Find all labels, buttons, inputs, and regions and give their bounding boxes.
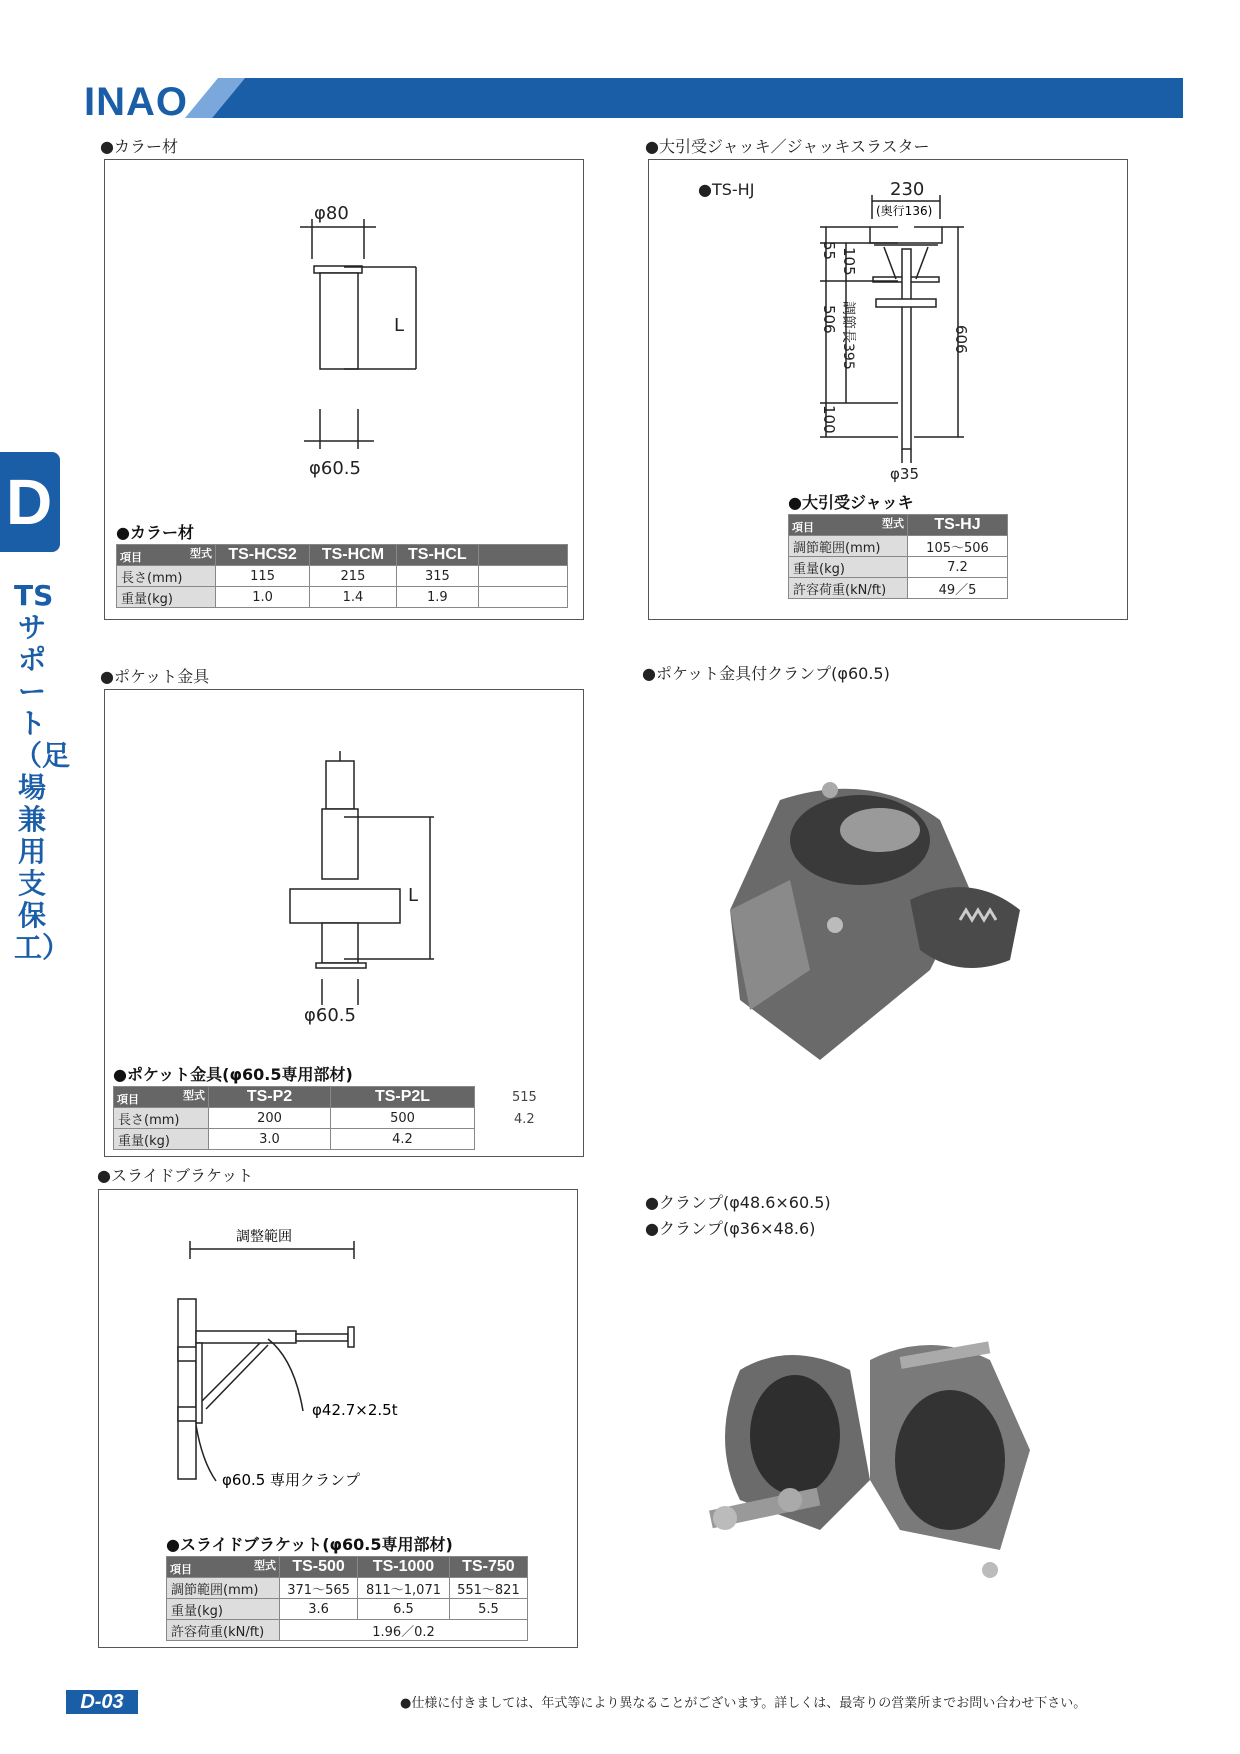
model-header: TS-P2L (331, 1087, 475, 1108)
bracket-pipe-label: φ42.7×2.5t (312, 1401, 398, 1419)
bracket-table-title: ●スライドブラケット(φ60.5専用部材) (166, 1535, 453, 1554)
bracket-spec-table (166, 1556, 528, 1641)
bracket-dim-range: 調整範囲 (236, 1229, 292, 1245)
clamp-title-1: ●クランプ(φ48.6×60.5) (645, 1193, 831, 1212)
bracket-clamp-label: φ60.5 専用クランプ (222, 1471, 361, 1489)
table-row: 長さ(mm) 200 500 (114, 1108, 475, 1129)
model-header: TS-HCL (396, 545, 478, 566)
jack-spec-table (788, 514, 1008, 599)
table-row: 調節範囲(mm) 371〜565 811〜1,071 551〜821 (167, 1578, 528, 1599)
table-row: 重量(kg) 3.0 4.2 (114, 1129, 475, 1150)
jack-table-title: ●大引受ジャッキ (788, 493, 914, 512)
pocket-section-title: ●ポケット金具 (100, 667, 210, 686)
table-row: 調節範囲(mm) 105〜506 (789, 536, 1008, 557)
pocket-drawing (104, 689, 582, 1029)
table-corner: 型式 項目 (167, 1557, 280, 1578)
model-header: TS-500 (280, 1557, 358, 1578)
collar-section-title: ●カラー材 (100, 137, 178, 156)
empty-header (479, 545, 568, 566)
clamp-title-2: ●クランプ(φ36×48.6) (645, 1219, 816, 1238)
model-header: TS-750 (449, 1557, 527, 1578)
collar-dia-bottom: φ60.5 (309, 458, 361, 479)
jack-dim-width: 230 (890, 179, 925, 200)
side-letter: D (6, 466, 53, 538)
model-header: TS-1000 (358, 1557, 450, 1578)
table-row: 重量(kg) 3.6 6.5 5.5 (167, 1599, 528, 1620)
bracket-drawing (98, 1189, 576, 1519)
jack-dim-606: 606 (952, 325, 970, 354)
model-header: TS-HJ (908, 515, 1008, 536)
table-row: 重量(kg) 7.2 (789, 557, 1008, 578)
side-category-title: TSサポート（足場兼用支保工） (14, 579, 71, 964)
jack-section-title: ●大引受ジャッキ／ジャッキスラスター (645, 137, 930, 156)
collar-length-label: L (394, 315, 405, 336)
pocket-length-label: L (408, 885, 419, 906)
side-tab-letter (0, 452, 60, 552)
table-row: 許容荷重(kN/ft) 49／5 (789, 578, 1008, 599)
jack-dim-depth: (奥行136) (876, 204, 933, 218)
model-header: TS-P2 (209, 1087, 331, 1108)
table-row: 重量(kg) 1.0 1.4 1.9 (117, 587, 568, 608)
table-row: 長さ(mm) 115 215 315 (117, 566, 568, 587)
pocket-clamp-section-title: ●ポケット金具付クランプ(φ60.5) (642, 664, 890, 683)
table-row: 許容荷重(kN/ft) 1.96／0.2 (167, 1620, 528, 1641)
bracket-section-title: ●スライドブラケット (97, 1166, 254, 1185)
model-header: TS-HCM (310, 545, 397, 566)
jack-dim-506: 506 (820, 305, 838, 334)
pocket-dia-bottom: φ60.5 (304, 1005, 356, 1026)
table-corner: 型式 項目 (117, 545, 216, 566)
footer-note: ●仕様に付きましては、年式等により異なることがございます。詳しくは、最寄りの営業所までお問い合わせ下さい。 (400, 1696, 1087, 1711)
page-number-badge: D-03 (66, 1690, 138, 1714)
clamps-photo (700, 1330, 1080, 1580)
jack-dim-55: 55 (820, 241, 838, 261)
pocket-side-note: 515 (512, 1090, 537, 1105)
jack-dim-100: 100 (820, 405, 838, 434)
collar-table-title: ●カラー材 (116, 523, 194, 542)
jack-model-label: ●TS-HJ (698, 180, 755, 199)
pocket-spec-table (113, 1086, 475, 1150)
table-corner: 型式 項目 (114, 1087, 209, 1108)
jack-dim-adjust: 調節長395 (840, 301, 856, 370)
model-header: TS-HCS2 (216, 545, 310, 566)
pocket-table-title: ●ポケット金具(φ60.5専用部材) (113, 1065, 353, 1084)
pocket-clamp-photo (720, 770, 1070, 1070)
table-corner: 型式 項目 (789, 515, 908, 536)
collar-dia-top: φ80 (314, 203, 349, 224)
jack-dim-dia: φ35 (890, 465, 919, 483)
jack-drawing (648, 159, 1126, 489)
jack-dim-105: 105 (840, 247, 858, 276)
inao-logo: INAO (84, 80, 188, 124)
pocket-side-note: 4.2 (514, 1112, 535, 1127)
collar-spec-table (116, 544, 568, 608)
